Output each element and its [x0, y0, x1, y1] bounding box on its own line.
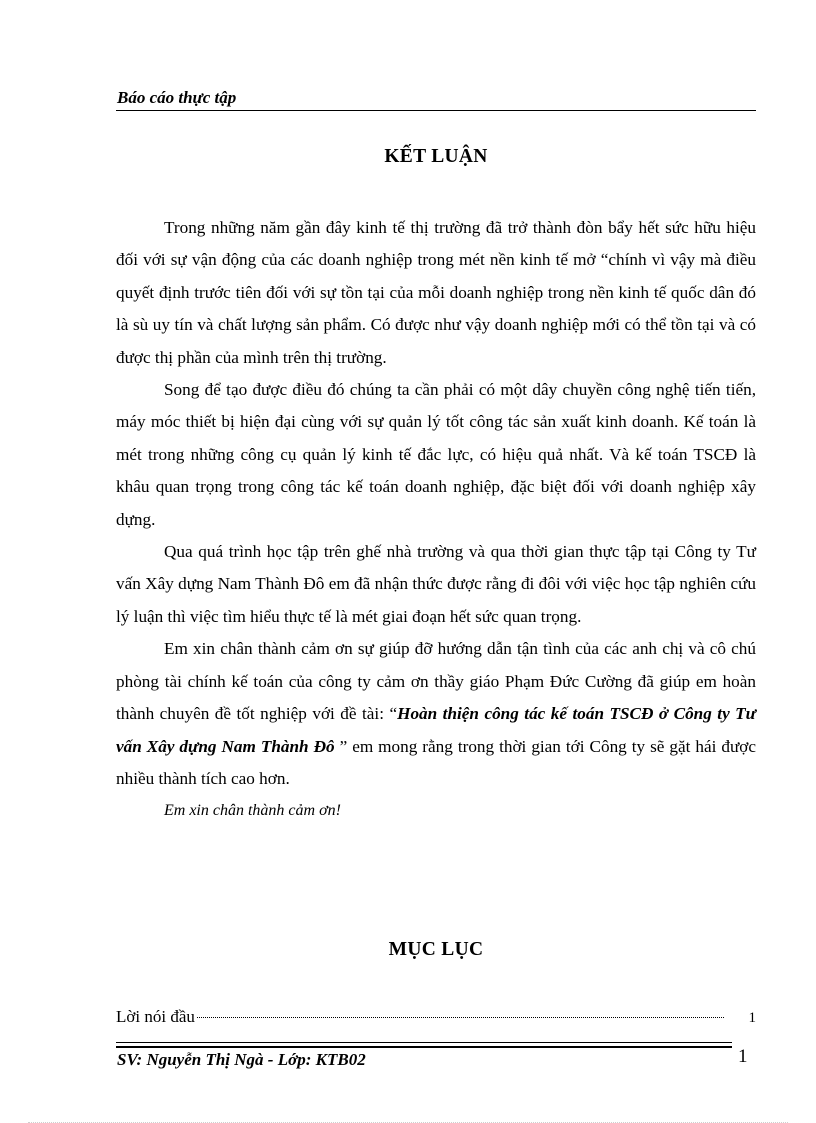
header-divider — [116, 110, 756, 111]
conclusion-heading: KẾT LUẬN — [384, 146, 488, 167]
toc-dot-leader — [197, 1017, 724, 1018]
footer-divider-thick — [116, 1046, 732, 1048]
paragraph-4-text: Em xin chân thành cảm ơn sự giúp đỡ hướng dẫn tận tình của các anh chị và cô chú phòng tài chính kế toán của công ty cảm ơn thầy giáo Phạm Đức Cường đã giúp em hoàn thành chuyên đề tốt nghiệp với đề tài: “ — [116, 639, 756, 724]
paragraph-4-ending: ” em mong rằng trong thời gian tới Công ty sẽ gặt hái được nhiều thành tích cao hơn. — [116, 736, 756, 788]
footer-author: SV: Nguyễn Thị Ngà - Lớp: KTB02 — [117, 1050, 366, 1069]
thesis-title: Hoàn thiện công tác kế toán TSCĐ ở Công ty Tư vấn Xây dựng Nam Thành Đô — [116, 704, 756, 756]
conclusion-body — [116, 212, 756, 828]
toc-entry[interactable] — [116, 1007, 756, 1027]
toc-entry-label: Lời nói đầu — [116, 1007, 195, 1026]
closing-thanks: Em xin chân thành cảm ơn! — [164, 802, 341, 820]
toc-heading: MỤC LỤC — [388, 939, 484, 960]
report-header-title: Báo cáo thực tập — [117, 88, 237, 107]
conclusion-paragraph-3: Qua quá trình học tập trên ghế nhà trường và qua thời gian thực tập tại Công ty Tư vấn Xây dựng Nam Thành Đô em đã nhận thức được rằng đi đôi với việc học tập nghiên cứu lý luận thì việc tìm hiểu thực tế là mét giai đoạn hết sức quan trọng. — [116, 542, 756, 626]
toc-entry-page: 1 — [748, 1010, 756, 1026]
conclusion-paragraph-1: Trong những năm gần đây kinh tế thị trường đã trở thành đòn bẩy hết sức hữu hiệu đối với sự vận động của các doanh nghiệp trong mét nền kinh tế mở “chính vì vậy mà điều quyết định trước tiên đối với sự tồn tại của mỗi doanh nghiệp trong nền kinh tế quốc dân đó là sù uy tín và chất lượng sản phẩm. Có được như vậy doanh nghiệp mới có thể tồn tại và có được thị phần của mình trên thị trường. — [116, 218, 756, 367]
conclusion-paragraph-2: Song để tạo được điều đó chúng ta cần phải có một dây chuyền công nghệ tiến tiến, máy móc thiết bị hiện đại cùng với sự quản lý tốt công tác sản xuất kinh doanh. Kế toán là mét trong những công cụ quản lý kinh tế đắc lực, có hiệu quả nhất. Và kế toán TSCĐ là khâu quan trọng trong công tác kế toán doanh nghiệp, đặc biệt đối với doanh nghiệp xây dựng. — [116, 380, 756, 529]
footer-page-number: 1 — [738, 1046, 748, 1067]
footer-divider-thin — [116, 1042, 732, 1043]
conclusion-paragraph-4 — [116, 633, 756, 795]
